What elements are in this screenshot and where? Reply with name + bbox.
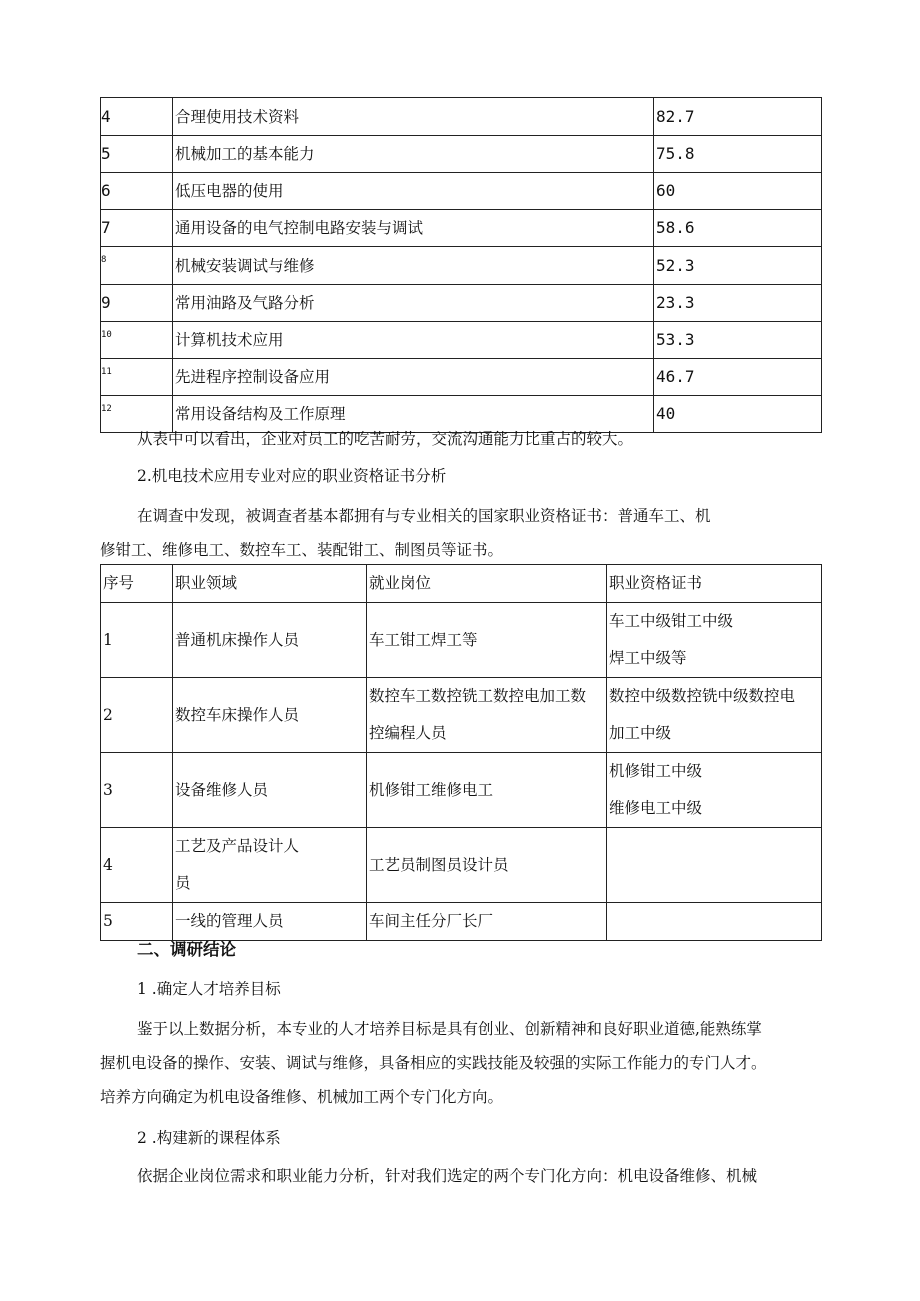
row-cert bbox=[607, 903, 822, 941]
row-item: 先进程序控制设备应用 bbox=[173, 359, 654, 396]
header-cell: 就业岗位 bbox=[367, 565, 607, 603]
subheading: 1 .确定人才培养目标 bbox=[137, 980, 281, 998]
table-row bbox=[101, 173, 822, 210]
row-item: 机械加工的基本能力 bbox=[173, 136, 654, 173]
table-row bbox=[101, 98, 822, 136]
table-row bbox=[101, 828, 822, 903]
row-cert bbox=[607, 828, 822, 903]
paragraph-line: 在调查中发现，被调查者基本都拥有与专业相关的国家职业资格证书：普通车工、机 bbox=[137, 507, 711, 525]
paragraph-line: 握机电设备的操作、安装、调试与维修，具备相应的实践技能及较强的实际工作能力的专门人才。 bbox=[100, 1054, 767, 1072]
row-item: 低压电器的使用 bbox=[173, 173, 654, 210]
row-field: 数控车床操作人员 bbox=[173, 678, 367, 753]
row-field: 普通机床操作人员 bbox=[173, 603, 367, 678]
subheading: 2.机电技术应用专业对应的职业资格证书分析 bbox=[137, 467, 447, 485]
cert-line: 数控中级数控铣中级数控电 bbox=[609, 687, 796, 705]
row-number: 10 bbox=[101, 322, 173, 359]
paragraph-line: 培养方向确定为机电设备维修、机械加工两个专门化方向。 bbox=[100, 1088, 504, 1106]
row-value: 58.6 bbox=[654, 210, 822, 247]
cert-line: 维修电工中级 bbox=[609, 799, 703, 817]
row-number: 5 bbox=[101, 903, 173, 941]
table-row bbox=[101, 753, 822, 828]
table-row bbox=[101, 359, 822, 396]
row-number: 5 bbox=[101, 136, 173, 173]
cert-line: 机修钳工中级 bbox=[609, 762, 703, 780]
row-number: 11 bbox=[101, 359, 173, 396]
field-line: 员 bbox=[175, 874, 191, 892]
row-value: 53.3 bbox=[654, 322, 822, 359]
row-number: 7 bbox=[101, 210, 173, 247]
row-number: 4 bbox=[101, 98, 173, 136]
subheading: 2 .构建新的课程体系 bbox=[137, 1129, 281, 1147]
certificate-table bbox=[100, 564, 822, 941]
table-row bbox=[101, 603, 822, 678]
row-field: 设备维修人员 bbox=[173, 753, 367, 828]
row-number: 1 bbox=[101, 603, 173, 678]
row-cert bbox=[607, 753, 822, 828]
row-value: 40 bbox=[654, 396, 822, 433]
paragraph-line: 鉴于以上数据分析，本专业的人才培养目标是具有创业、创新精神和良好职业道德,能熟练掌 bbox=[137, 1020, 762, 1038]
row-post: 工艺员制图员设计员 bbox=[367, 828, 607, 903]
row-number: 12 bbox=[101, 396, 173, 433]
row-item: 机械安装调试与维修 bbox=[173, 247, 654, 285]
header-cell: 序号 bbox=[101, 565, 173, 603]
competency-table bbox=[100, 97, 822, 433]
row-value: 23.3 bbox=[654, 285, 822, 322]
row-value: 60 bbox=[654, 173, 822, 210]
table-header-row bbox=[101, 565, 822, 603]
row-value: 46.7 bbox=[654, 359, 822, 396]
row-number: 8 bbox=[101, 247, 173, 285]
row-number: 9 bbox=[101, 285, 173, 322]
cert-line: 加工中级 bbox=[609, 724, 672, 742]
row-post: 机修钳工维修电工 bbox=[367, 753, 607, 828]
cert-line: 车工中级钳工中级 bbox=[609, 612, 734, 630]
row-item: 计算机技术应用 bbox=[173, 322, 654, 359]
table-row bbox=[101, 210, 822, 247]
post-line: 控编程人员 bbox=[369, 724, 447, 742]
row-cert bbox=[607, 603, 822, 678]
table-row bbox=[101, 903, 822, 941]
row-number: 4 bbox=[101, 828, 173, 903]
row-post: 车工钳工焊工等 bbox=[367, 603, 607, 678]
table-row bbox=[101, 322, 822, 359]
row-item: 常用设备结构及工作原理 bbox=[173, 396, 654, 433]
header-cell: 职业资格证书 bbox=[607, 565, 822, 603]
post-line: 数控车工数控铣工数控电加工数 bbox=[369, 687, 587, 705]
row-item: 常用油路及气路分析 bbox=[173, 285, 654, 322]
table-row bbox=[101, 136, 822, 173]
row-number: 3 bbox=[101, 753, 173, 828]
paragraph-line: 依据企业岗位需求和职业能力分析，针对我们选定的两个专门化方向：机电设备维修、机械 bbox=[137, 1167, 758, 1185]
paragraph-line: 修钳工、维修电工、数控车工、装配钳工、制图员等证书。 bbox=[100, 541, 504, 559]
cert-line: 焊工中级等 bbox=[609, 649, 687, 667]
field-line: 工艺及产品设计人 bbox=[175, 837, 300, 855]
row-post: 车间主任分厂长厂 bbox=[367, 903, 607, 941]
table-row bbox=[101, 678, 822, 753]
section-heading: 二、调研结论 bbox=[137, 940, 236, 959]
row-cert bbox=[607, 678, 822, 753]
row-number: 6 bbox=[101, 173, 173, 210]
table-row bbox=[101, 285, 822, 322]
row-item: 合理使用技术资料 bbox=[173, 98, 654, 136]
row-value: 75.8 bbox=[654, 136, 822, 173]
row-field bbox=[173, 828, 367, 903]
row-value: 52.3 bbox=[654, 247, 822, 285]
row-value: 82.7 bbox=[654, 98, 822, 136]
row-post bbox=[367, 678, 607, 753]
row-item: 通用设备的电气控制电路安装与调试 bbox=[173, 210, 654, 247]
table-row bbox=[101, 247, 822, 285]
row-field: 一线的管理人员 bbox=[173, 903, 367, 941]
row-number: 2 bbox=[101, 678, 173, 753]
header-cell: 职业领域 bbox=[173, 565, 367, 603]
paragraph: 从表中可以看出，企业对员工的吃苦耐劳，交流沟通能力比重占的较大。 bbox=[137, 430, 634, 448]
